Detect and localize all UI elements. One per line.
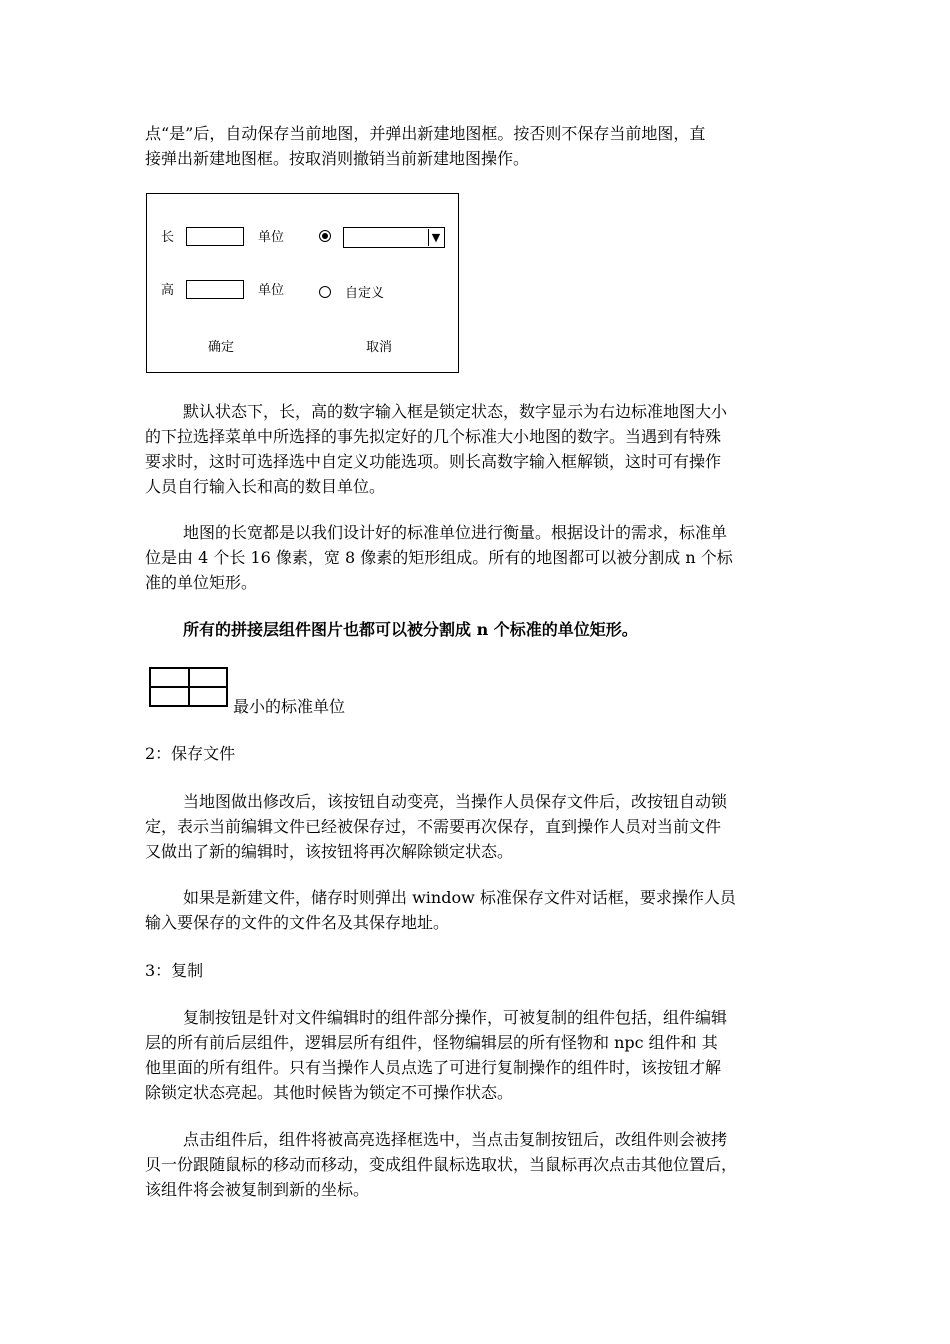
text-line: 如果是新建文件，储存时则弹出 window 标准保存文件对话框，要求操作人员 [183, 888, 736, 907]
custom-size-label: 自定义 [345, 286, 385, 301]
text-line: 默认状态下，长，高的数字输入框是锁定状态，数字显示为右边标准地图大小 [183, 402, 728, 421]
text-line: 接弹出新建地图框。按取消则撤销当前新建地图操作。 [145, 149, 530, 168]
text-line: 最小的标准单位 [233, 697, 346, 716]
text-line: 又做出了新的编辑时，该按钮将再次解除锁定状态。 [145, 842, 514, 861]
ok-button[interactable]: 确定 [208, 340, 235, 355]
new-map-dialog [146, 193, 459, 373]
text-line: 位是由 4 个长 16 像素，宽 8 像素的矩形组成。所有的地图都可以被分割成 n 个标 [145, 548, 733, 567]
length-unit-label: 单位 [258, 230, 285, 245]
text-line: 输入要保存的文件的文件名及其保存地址。 [145, 913, 450, 932]
section-heading-save [145, 741, 829, 766]
text-line: 复制按钮是针对文件编辑时的组件部分操作，可被复制的组件包括，组件编辑 [183, 1008, 728, 1027]
length-label: 长 [161, 230, 175, 245]
text-line: 贝一份跟随鼠标的移动而移动，变成组件鼠标选取状，当鼠标再次点击其他位置后， [145, 1155, 738, 1174]
unit-caption [233, 694, 533, 719]
text-line: 地图的长宽都是以我们设计好的标准单位进行衡量。根据设计的需求，标准单 [183, 523, 728, 542]
preset-size-radio[interactable] [319, 230, 331, 242]
custom-size-radio[interactable] [319, 286, 331, 298]
text-line: 所有的拼接层组件图片也都可以被分割成 n 个标准的单位矩形。 [183, 620, 638, 639]
height-input[interactable] [186, 280, 244, 299]
text-line: 定，表示当前编辑文件已经被保存过，不需要再次保存，直到操作人员对当前文件 [145, 817, 722, 836]
text-line: 要求时，这时可选择选中自定义功能选项。则长高数字输入框解锁，这时可有操作 [145, 452, 722, 471]
save-paragraph-1 [145, 789, 829, 864]
text-line: 人员自行输入长和高的数目单位。 [145, 477, 386, 496]
text-line: 层的所有前后层组件，逻辑层所有组件，怪物编辑层的所有怪物和 npc 组件和 其 [145, 1033, 718, 1052]
dropdown-arrow-icon[interactable]: ▼ [428, 229, 443, 246]
copy-paragraph-2 [145, 1127, 829, 1202]
bold-statement [145, 617, 829, 642]
text-line: 他里面的所有组件。只有当操作人员点选了可进行复制操作的组件时，该按钮才解 [145, 1058, 722, 1077]
grid-divider-horizontal [151, 686, 226, 688]
length-input[interactable] [186, 227, 244, 246]
copy-paragraph-1 [145, 1005, 829, 1105]
text-line: 除锁定状态亮起。其他时候皆为锁定不可操作状态。 [145, 1083, 514, 1102]
height-unit-label: 单位 [258, 283, 285, 298]
text-line: 当地图做出修改后，该按钮自动变亮，当操作人员保存文件后，改按钮自动锁 [183, 792, 728, 811]
text-line: 点击组件后，组件将被高亮选择框选中，当点击复制按钮后，改组件则会被拷 [183, 1130, 728, 1149]
standard-unit-figure [149, 667, 228, 707]
text-line: 该组件将会被复制到新的坐标。 [145, 1180, 370, 1199]
intro-paragraph [145, 121, 829, 171]
default-state-paragraph [145, 399, 829, 499]
save-paragraph-2 [145, 885, 829, 935]
standard-unit-paragraph [145, 520, 829, 595]
text-line: 2：保存文件 [145, 744, 236, 763]
cancel-button[interactable]: 取消 [366, 340, 393, 355]
text-line: 的下拉选择菜单中所选择的事先拟定好的几个标准大小地图的数字。当遇到有特殊 [145, 427, 722, 446]
section-heading-copy [145, 958, 829, 983]
text-line: 点“是”后，自动保存当前地图，并弹出新建地图框。按否则不保存当前地图，直 [145, 124, 706, 143]
text-line: 准的单位矩形。 [145, 573, 258, 592]
radio-selected-dot [322, 233, 328, 239]
text-line: 3：复制 [145, 961, 204, 980]
height-label: 高 [161, 283, 175, 298]
preset-size-dropdown[interactable] [343, 227, 445, 248]
